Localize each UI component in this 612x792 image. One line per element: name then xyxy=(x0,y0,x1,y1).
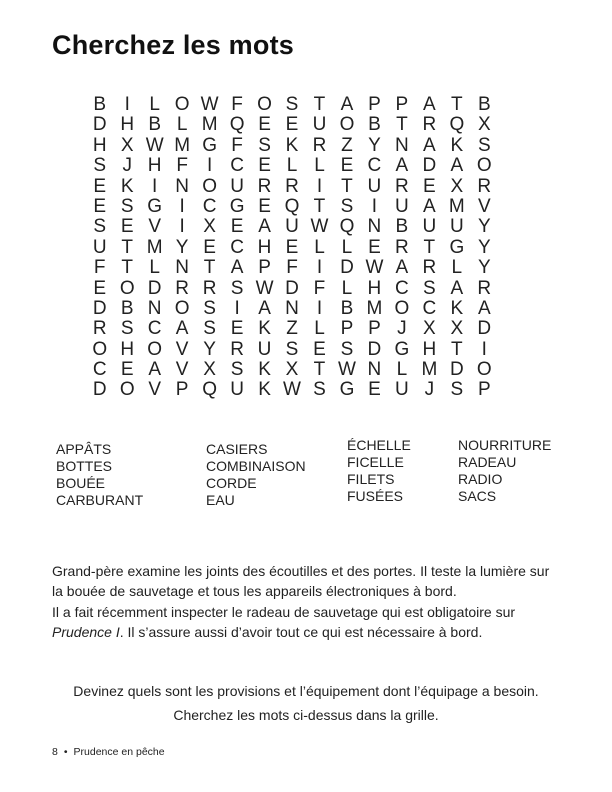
grid-letter[interactable]: R xyxy=(257,175,272,197)
grid-letter[interactable]: M xyxy=(146,236,163,258)
grid-letter[interactable]: V xyxy=(477,195,491,217)
grid-letter[interactable]: D xyxy=(147,277,162,299)
word-search-grid xyxy=(86,95,498,401)
word-item: CORDE xyxy=(206,475,257,491)
grid-letter[interactable]: K xyxy=(258,318,271,340)
grid-letter[interactable]: V xyxy=(175,359,189,381)
grid-letter[interactable]: S xyxy=(340,195,354,217)
grid-letter[interactable]: S xyxy=(120,195,134,217)
grid-letter[interactable]: U xyxy=(312,114,327,136)
grid-letter[interactable]: A xyxy=(450,277,464,299)
grid-letter[interactable]: N xyxy=(367,216,382,238)
grid-letter[interactable]: A xyxy=(395,257,409,279)
grid-letter[interactable]: W xyxy=(255,277,274,299)
grid-letter[interactable]: H xyxy=(257,236,272,258)
grid-letter[interactable]: N xyxy=(367,359,382,381)
paragraph-text-start: Il a fait récemment inspecter le radeau de sauvetage qui est obligatoire sur xyxy=(52,604,516,620)
grid-row xyxy=(86,360,498,380)
grid-letter[interactable]: H xyxy=(120,338,135,360)
grid-row xyxy=(86,197,498,217)
grid-letter[interactable]: I xyxy=(152,175,158,197)
word-item: SACS xyxy=(458,488,497,504)
grid-letter[interactable]: R xyxy=(477,175,492,197)
word-item: BOUÉE xyxy=(56,475,106,491)
word-item: FICELLE xyxy=(347,454,404,470)
grid-letter[interactable]: G xyxy=(449,236,465,258)
grid-letter[interactable]: U xyxy=(230,379,244,401)
grid-letter[interactable]: T xyxy=(121,236,133,258)
grid-letter[interactable]: F xyxy=(231,134,243,156)
grid-letter[interactable]: A xyxy=(258,297,271,319)
grid-letter[interactable]: A xyxy=(423,94,436,115)
grid-letter[interactable]: O xyxy=(476,155,492,177)
grid-letter[interactable]: K xyxy=(258,359,271,381)
grid-letter[interactable]: A xyxy=(423,134,436,156)
grid-row xyxy=(86,279,498,299)
grid-letter[interactable]: A xyxy=(477,297,491,319)
grid-letter[interactable]: U xyxy=(257,338,272,360)
grid-letter[interactable]: U xyxy=(367,175,382,197)
grid-letter[interactable]: R xyxy=(395,175,409,197)
grid-letter[interactable]: E xyxy=(285,236,299,258)
grid-letter[interactable]: P xyxy=(477,379,491,401)
grid-letter[interactable]: B xyxy=(120,297,134,319)
grid-letter[interactable]: K xyxy=(450,297,464,319)
grid-letter[interactable]: Y xyxy=(368,134,381,156)
grid-letter[interactable]: D xyxy=(449,359,464,381)
grid-letter[interactable]: X xyxy=(203,216,216,238)
grid-letter[interactable]: O xyxy=(174,297,190,319)
grid-letter[interactable]: C xyxy=(92,359,107,381)
grid-letter[interactable]: O xyxy=(257,94,272,115)
word-item: ÉCHELLE xyxy=(347,437,411,453)
grid-letter[interactable]: X xyxy=(477,114,491,136)
grid-row xyxy=(86,319,498,339)
grid-letter[interactable]: S xyxy=(313,379,326,401)
grid-letter[interactable]: B xyxy=(477,94,491,115)
grid-letter[interactable]: R xyxy=(175,277,189,299)
grid-letter[interactable]: P xyxy=(368,94,381,115)
grid-letter[interactable]: C xyxy=(395,277,409,299)
grid-letter[interactable]: P xyxy=(258,257,271,279)
grid-letter[interactable]: L xyxy=(451,257,463,279)
grid-letter[interactable]: F xyxy=(93,257,106,279)
grid-letter[interactable]: H xyxy=(367,277,382,299)
grid-row xyxy=(86,156,498,176)
grid-letter[interactable]: S xyxy=(203,297,216,319)
grid-letter[interactable]: D xyxy=(367,338,382,360)
grid-letter[interactable]: C xyxy=(230,236,244,258)
instruction-guess: Devinez quels sont les provisions et l’équipement dont l’équipage a besoin. xyxy=(73,683,539,699)
grid-letter[interactable]: X xyxy=(423,318,436,340)
word-column xyxy=(347,437,411,505)
grid-letter[interactable]: T xyxy=(341,175,353,197)
grid-letter[interactable]: R xyxy=(395,236,409,258)
grid-letter[interactable]: J xyxy=(397,318,407,340)
grid-letter[interactable]: R xyxy=(92,318,107,340)
grid-letter[interactable]: E xyxy=(93,195,107,217)
grid-letter[interactable]: I xyxy=(124,94,130,115)
grid-letter[interactable]: E xyxy=(258,114,271,136)
grid-letter[interactable]: Y xyxy=(477,236,491,258)
grid-letter[interactable]: P xyxy=(368,318,381,340)
grid-letter[interactable]: O xyxy=(119,379,135,401)
grid-letter[interactable]: E xyxy=(423,175,436,197)
grid-letter[interactable]: A xyxy=(175,318,189,340)
word-item: NOURRITURE xyxy=(458,437,552,453)
grid-letter[interactable]: H xyxy=(147,155,162,177)
grid-letter[interactable]: T xyxy=(313,359,326,381)
grid-letter[interactable]: G xyxy=(147,195,163,217)
grid-letter[interactable]: A xyxy=(148,359,162,381)
grid-letter[interactable]: U xyxy=(422,216,437,238)
grid-letter[interactable]: K xyxy=(285,134,299,156)
grid-letter[interactable]: E xyxy=(340,155,354,177)
grid-row xyxy=(86,258,498,278)
grid-letter[interactable]: Z xyxy=(286,318,298,340)
grid-letter[interactable]: U xyxy=(395,195,409,217)
grid-letter[interactable]: L xyxy=(314,236,325,258)
grid-letter[interactable]: L xyxy=(341,277,353,299)
grid-letter[interactable]: O xyxy=(119,277,135,299)
grid-letter[interactable]: Y xyxy=(203,338,216,360)
grid-letter[interactable]: S xyxy=(93,216,107,238)
grid-letter[interactable]: X xyxy=(285,359,299,381)
grid-row xyxy=(86,217,498,237)
grid-letter[interactable]: F xyxy=(176,155,188,177)
grid-letter[interactable]: D xyxy=(92,379,107,401)
grid-letter[interactable]: W xyxy=(310,216,329,238)
grid-letter[interactable]: C xyxy=(367,155,382,177)
grid-letter[interactable]: A xyxy=(450,155,464,177)
grid-letter[interactable]: I xyxy=(179,216,185,238)
grid-letter[interactable]: D xyxy=(285,277,299,299)
grid-row xyxy=(86,115,498,135)
grid-letter[interactable]: E xyxy=(93,277,107,299)
footer-separator: • xyxy=(63,746,68,758)
instruction-search: Cherchez les mots ci-dessus dans la grille. xyxy=(173,707,439,723)
grid-letter[interactable]: M xyxy=(448,195,465,217)
grid-letter[interactable]: R xyxy=(312,134,327,156)
grid-letter[interactable]: Q xyxy=(339,216,355,238)
grid-letter[interactable]: W xyxy=(365,257,384,279)
grid-letter[interactable]: Q xyxy=(202,379,217,401)
grid-letter[interactable]: A xyxy=(395,155,409,177)
grid-letter[interactable]: S xyxy=(203,318,216,340)
grid-letter[interactable]: C xyxy=(202,195,217,217)
grid-row xyxy=(86,380,498,400)
boat-name: Prudence I xyxy=(52,624,120,640)
grid-letter[interactable]: S xyxy=(120,318,134,340)
word-item: RADIO xyxy=(458,471,503,487)
word-item: CARBURANT xyxy=(56,492,144,508)
grid-letter[interactable]: E xyxy=(230,216,244,238)
grid-letter[interactable]: L xyxy=(149,257,160,279)
grid-letter[interactable]: T xyxy=(313,195,326,217)
word-item: EAU xyxy=(206,492,235,508)
grid-letter[interactable]: B xyxy=(148,114,162,136)
grid-letter[interactable]: L xyxy=(341,236,353,258)
grid-letter[interactable]: X xyxy=(120,134,134,156)
grid-letter[interactable]: H xyxy=(422,338,437,360)
grid-letter[interactable]: N xyxy=(147,297,162,319)
grid-letter[interactable]: L xyxy=(314,318,325,340)
grid-letter[interactable]: S xyxy=(93,155,107,177)
grid-letter[interactable]: T xyxy=(451,338,463,360)
page-footer xyxy=(52,746,165,758)
grid-row xyxy=(86,299,498,319)
grid-letter[interactable]: U xyxy=(285,216,299,238)
grid-letter[interactable]: L xyxy=(149,94,160,115)
grid-letter[interactable]: Q xyxy=(449,114,465,136)
grid-letter[interactable]: Q xyxy=(229,114,245,136)
grid-letter[interactable]: O xyxy=(476,359,492,381)
grid-letter[interactable]: L xyxy=(286,155,298,177)
word-item: BOTTES xyxy=(56,458,113,474)
grid-letter[interactable]: W xyxy=(200,94,219,115)
grid-letter[interactable]: Y xyxy=(477,257,491,279)
grid-letter[interactable]: T xyxy=(423,236,436,258)
grid-letter[interactable]: A xyxy=(340,94,354,115)
grid-letter[interactable]: T xyxy=(451,94,463,115)
grid-letter[interactable]: F xyxy=(286,257,298,279)
word-item: COMBINAISON xyxy=(206,458,306,474)
grid-letter[interactable]: J xyxy=(424,379,435,401)
grid-letter[interactable]: R xyxy=(477,277,492,299)
grid-letter[interactable]: Y xyxy=(477,216,491,238)
grid-letter[interactable]: E xyxy=(120,216,134,238)
grid-letter[interactable]: I xyxy=(234,297,240,319)
grid-row xyxy=(86,177,498,197)
grid-letter[interactable]: N xyxy=(285,297,299,319)
grid-letter[interactable]: L xyxy=(314,155,325,177)
grid-letter[interactable]: R xyxy=(285,175,299,197)
grid-letter[interactable]: O xyxy=(147,338,163,360)
grid-letter[interactable]: G xyxy=(229,195,245,217)
grid-letter[interactable]: V xyxy=(175,338,189,360)
grid-letter[interactable]: W xyxy=(337,359,356,381)
word-item: FUSÉES xyxy=(347,488,404,504)
word-item: APPÂTS xyxy=(56,441,112,457)
grid-letter[interactable]: E xyxy=(368,236,381,258)
grid-letter[interactable]: P xyxy=(395,94,409,115)
grid-letter[interactable]: K xyxy=(258,379,271,401)
word-column xyxy=(56,441,143,509)
page-number: 8 xyxy=(52,746,58,758)
grid-letter[interactable]: X xyxy=(203,359,216,381)
grid-letter[interactable]: V xyxy=(148,216,162,238)
grid-letter[interactable]: B xyxy=(340,297,354,319)
grid-letter[interactable]: C xyxy=(147,318,162,340)
grid-letter[interactable]: O xyxy=(394,297,410,319)
grid-letter[interactable]: I xyxy=(316,297,323,319)
grid-letter[interactable]: I xyxy=(481,338,487,360)
word-item: CASIERS xyxy=(206,441,268,457)
book-title: Prudence en pêche xyxy=(73,746,165,758)
grid-letter[interactable]: U xyxy=(395,379,409,401)
grid-letter[interactable]: E xyxy=(258,155,271,177)
grid-letter[interactable]: A xyxy=(423,195,436,217)
word-column xyxy=(458,437,551,505)
grid-letter[interactable]: G xyxy=(394,338,410,360)
grid-letter[interactable]: A xyxy=(230,257,244,279)
grid-letter[interactable]: B xyxy=(368,114,381,136)
paragraph-prudence xyxy=(52,602,564,642)
grid-letter[interactable]: S xyxy=(230,359,244,381)
grid-letter[interactable]: T xyxy=(313,94,326,115)
grid-letter[interactable]: E xyxy=(258,195,271,217)
grid-letter[interactable]: S xyxy=(477,134,491,156)
grid-letter[interactable]: E xyxy=(203,236,216,258)
grid-letter[interactable]: W xyxy=(283,379,301,401)
grid-letter[interactable]: E xyxy=(368,379,381,401)
grid-letter[interactable]: G xyxy=(339,379,355,401)
grid-letter[interactable]: E xyxy=(230,318,244,340)
grid-letter[interactable]: M xyxy=(366,297,383,319)
grid-letter[interactable]: U xyxy=(449,216,464,238)
grid-row xyxy=(86,340,498,360)
grid-letter[interactable]: C xyxy=(422,297,437,319)
grid-letter[interactable]: I xyxy=(206,155,213,177)
grid-letter[interactable]: E xyxy=(313,338,326,360)
grid-letter[interactable]: K xyxy=(120,175,134,197)
page-title: Cherchez les mots xyxy=(52,30,294,60)
grid-letter[interactable]: S xyxy=(423,277,436,299)
word-column xyxy=(206,441,306,509)
grid-letter[interactable]: A xyxy=(258,216,271,238)
grid-letter[interactable]: F xyxy=(313,277,326,299)
grid-letter[interactable]: Y xyxy=(175,236,189,258)
grid-letter[interactable]: M xyxy=(174,134,191,156)
grid-letter[interactable]: Z xyxy=(341,134,353,156)
grid-letter[interactable]: S xyxy=(285,338,299,360)
grid-letter[interactable]: M xyxy=(201,114,218,136)
grid-letter[interactable]: D xyxy=(92,114,107,136)
grid-letter[interactable]: R xyxy=(422,257,437,279)
grid-letter[interactable]: O xyxy=(174,94,190,115)
grid-letter[interactable]: L xyxy=(396,359,408,381)
grid-letter[interactable]: Q xyxy=(284,195,300,217)
grid-letter[interactable]: T xyxy=(121,257,133,279)
grid-letter[interactable]: L xyxy=(176,114,188,136)
grid-letter[interactable]: D xyxy=(340,257,354,279)
grid-letter[interactable]: E xyxy=(120,359,134,381)
grid-letter[interactable]: D xyxy=(422,155,437,177)
grid-row xyxy=(86,136,498,156)
grid-letter[interactable]: V xyxy=(148,379,162,401)
grid-letter[interactable]: O xyxy=(202,175,217,197)
word-item: RADEAU xyxy=(458,454,517,470)
grid-letter[interactable]: C xyxy=(230,155,244,177)
grid-letter[interactable]: D xyxy=(92,297,107,319)
grid-letter[interactable]: M xyxy=(421,359,438,381)
grid-row xyxy=(86,95,498,115)
grid-letter[interactable]: S xyxy=(340,338,354,360)
grid-letter[interactable]: R xyxy=(422,114,437,136)
grid-letter[interactable]: E xyxy=(93,175,107,197)
grid-letter[interactable]: U xyxy=(230,175,244,197)
grid-letter[interactable]: K xyxy=(450,134,464,156)
grid-letter[interactable]: G xyxy=(202,134,217,156)
grid-letter[interactable]: P xyxy=(340,318,354,340)
grid-letter[interactable]: I xyxy=(316,257,323,279)
grid-letter[interactable]: J xyxy=(122,155,132,177)
grid-letter[interactable]: I xyxy=(316,175,323,197)
grid-letter[interactable]: X xyxy=(450,318,464,340)
grid-letter[interactable]: I xyxy=(179,195,185,217)
grid-letter[interactable]: X xyxy=(450,175,464,197)
grid-letter[interactable]: W xyxy=(145,134,164,156)
grid-letter[interactable]: F xyxy=(231,94,243,115)
grid-letter[interactable]: O xyxy=(92,338,108,360)
grid-letter[interactable]: T xyxy=(203,257,216,279)
paragraph-text-end: . Il s’assure aussi d’avoir tout ce qui est nécessaire à bord. xyxy=(119,624,483,640)
word-item: FILETS xyxy=(347,471,395,487)
grid-letter[interactable]: R xyxy=(230,338,244,360)
grid-letter[interactable]: B xyxy=(395,216,409,238)
grid-letter[interactable]: E xyxy=(285,114,299,136)
grid-letter[interactable]: D xyxy=(477,318,492,340)
grid-row xyxy=(86,238,498,258)
grid-letter[interactable]: O xyxy=(339,114,355,136)
grid-letter[interactable]: N xyxy=(175,257,189,279)
grid-letter[interactable]: S xyxy=(258,134,271,156)
grid-letter[interactable]: H xyxy=(120,114,135,136)
grid-letter[interactable]: I xyxy=(371,195,378,217)
grid-letter[interactable]: T xyxy=(396,114,408,136)
grid-letter[interactable]: H xyxy=(92,134,107,156)
grid-letter[interactable]: R xyxy=(202,277,217,299)
paragraph-intro: Grand-père examine les joints des écoutilles et des portes. Il teste la lumière sur la bouée de sauvetage et tous les appareils électroniques à bord. xyxy=(52,563,550,599)
grid-letter[interactable]: S xyxy=(285,94,299,115)
grid-letter[interactable]: N xyxy=(175,175,189,197)
grid-letter[interactable]: U xyxy=(92,236,107,258)
grid-letter[interactable]: S xyxy=(230,277,244,299)
grid-letter[interactable]: S xyxy=(450,379,464,401)
grid-letter[interactable]: B xyxy=(93,94,107,115)
grid-letter[interactable]: P xyxy=(175,379,189,401)
grid-letter[interactable]: N xyxy=(395,134,409,156)
